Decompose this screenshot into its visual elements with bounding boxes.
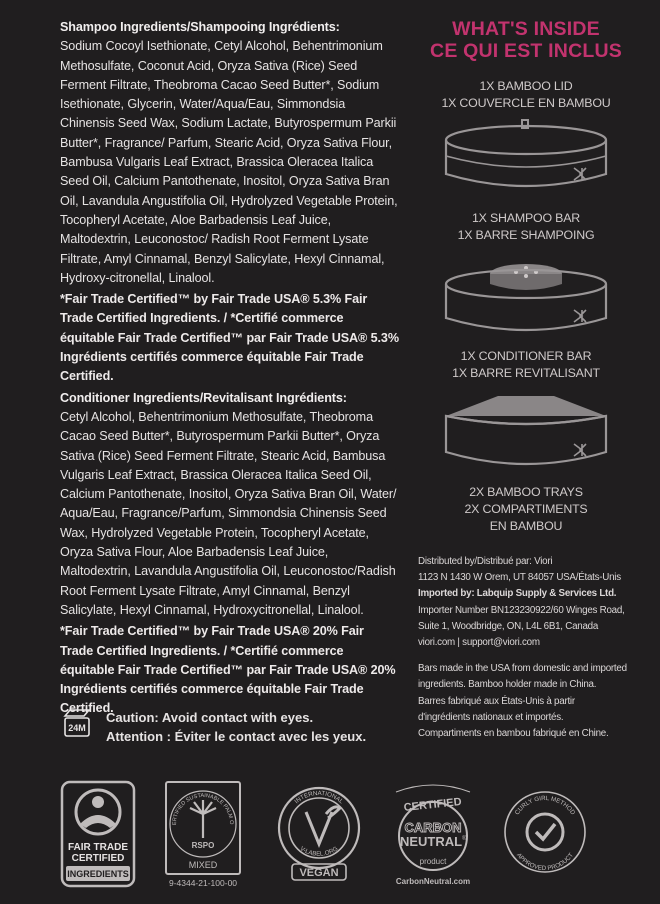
curlygirl-ring-top: CURLY GIRL METHOD (513, 794, 577, 817)
dist-line-6: viori.com | support@viori.com (418, 637, 540, 649)
item-trays-en: 2X BAMBOO TRAYS (469, 485, 583, 499)
conditioner-ingredients (60, 389, 400, 621)
svg-text:APPROVED PRODUCT (515, 852, 575, 872)
carbon-line4: product (419, 857, 447, 866)
rspo-ring-text: ERTIFIED SUSTAINABLE PALM O (171, 792, 235, 826)
fairtrade-line2: CERTIFIED (71, 853, 125, 864)
dist-line-5: Suite 1, Woodbridge, ON, L4L 6B1, Canada (418, 620, 599, 632)
shampoo-ingredients (60, 18, 400, 288)
rspo-logo (164, 780, 246, 890)
carbon-line1: CERTIFIED (403, 796, 463, 815)
shampoo-fairtrade-note: *Fair Trade Certified™ by Fair Trade USA® 5.3% Fair Trade Certified Ingredients. / *Certifié commerce équitable Fair Trade Certified™ par Fair Trade USA® 5.3% Ingrédients certifiés commerce équitable Fair Trade Certified. (60, 292, 399, 384)
dist-line-10: d'ingrédients nationaux et importés. (418, 711, 564, 723)
dist-line-2: 1123 N 1430 W Orem, UT 84057 USA/États-Unis (418, 572, 621, 584)
conditioner-bar-icon (436, 382, 616, 478)
ingredients-column (60, 18, 400, 721)
fair-trade-logo (60, 780, 136, 888)
dist-line-7: Bars made in the USA from domestic and imported (418, 663, 627, 675)
whats-inside-title-en: WHAT'S INSIDE (452, 18, 600, 40)
caution-en: Caution: Avoid contact with eyes. (106, 710, 314, 725)
item-lid-fr: 1X COUVERCLE EN BAMBOU (441, 96, 611, 110)
distribution-info (418, 554, 646, 742)
carbon-reg-mark: ® (462, 836, 467, 842)
whats-inside-title-fr: CE QUI EST INCLUS (430, 40, 622, 62)
shampoo-heading: Shampoo Ingredients/Shampooing Ingrédients: (60, 20, 340, 34)
shampoo-ingredient-list: Sodium Cocoyl Isethionate, Cetyl Alcohol, Behentrimonium Methosulfate, Coconut Acid, Oryza Sativa (Rice) Seed Ferment Filtrate, Theobroma Cacao Seed Butter*, Sodium Isethionate, Glycerin, Water/Aqua/Eau, Simmondsia Chinensis Seed Wax, Sodium Lactate, Butyrospermum Parkii Butter*, Fragrance/ Parfum, Stearic Acid, Oryza Sativa Flour, Bambusa Vulgaris Leaf Extract, Brassica Oleracea Italica Seed Oil, Calcium Pantothenate, Inositol, Oryza Sativa Bran Oil, Lavandula Angustifolia Oil, Hydrolyzed Vegetable Protein, Tocopheryl Acetate, Aloe Barbadensis Leaf Juice, Maltodextrin, Leuconostoc/ Radish Root Ferment Lysate Filtrate, Amyl Cinnamal, Benzyl Salicylate, Hexyl Cinnamal, Hydroxy-citronellal, Linalool. (60, 39, 398, 285)
bamboo-lid-icon (436, 112, 616, 202)
dist-line-1: Distributed by/Distribué par: Viori (418, 556, 553, 567)
item-shampoo-fr: 1X BARRE SHAMPOING (457, 228, 595, 242)
checkmark-icon (536, 824, 555, 839)
pao-label: 24M (68, 723, 86, 733)
fairtrade-line3: INGREDIENTS (67, 869, 129, 879)
item-conditioner-fr: 1X BARRE REVITALISANT (452, 366, 600, 380)
dist-line-4: Importer Number BN123230922/60 Winges Road, (418, 604, 625, 616)
curlygirl-ring-bottom: APPROVED PRODUCT (515, 851, 575, 873)
item-lid-en: 1X BAMBOO LID (479, 79, 573, 93)
conditioner-ingredient-list: Cetyl Alcohol, Behentrimonium Methosulfate, Theobroma Cacao Seed Butter*, Butyrospermum Parkii Butter*, Oryza Sativa (Rice) Seed Ferment Filtrate, Stearic Acid, Bambusa Vulgaris Leaf Extract, Brassica Oleracea Italica Seed Oil, Calcium Pantothenate, Inositol, Oryza Sativa Bran Oil, Water/ Aqua/Eau, Fragrance/Parfum, Simmondsia Chinensis Seed Wax, Hydrolyzed Vegetable Protein, Tocopheryl Acetate, Oryza Sativa Flour, Aloe Barbadensis Leaf Juice, Maltodextrin, Lavandula Angustifolia Oil, Leuconostoc/Radish Root Ferment Lysate Filtrate, Amyl Cinnamal, Benzyl Salicylate, Hexyl Cinnamal, Hydroxycitronellal, Linalool. (60, 409, 397, 617)
vegan-ring-bottom: V-LABEL.ORG (298, 845, 340, 858)
rspo-number: 9-4344-21-100-00 (168, 878, 238, 888)
conditioner-heading: Conditioner Ingredients/Revitalisant Ingrédients: (60, 390, 347, 405)
item-trays-fr-2: EN BAMBOU (489, 519, 563, 533)
item-trays-fr: 2X COMPARTIMENTS (464, 502, 588, 516)
dist-line-3: Imported by: Labquip Supply & Services Ltd. (418, 588, 617, 600)
rspo-mixed: MIXED (188, 860, 218, 870)
carbon-line3: NEUTRAL (399, 834, 463, 849)
curly-girl-logo (500, 784, 590, 884)
certification-logos (56, 776, 656, 896)
carbon-url: CarbonNeutral.com (395, 877, 471, 886)
item-conditioner-en: 1X CONDITIONER BAR (460, 349, 592, 363)
conditioner-fairtrade-note: *Fair Trade Certified™ by Fair Trade USA® 20% Fair Trade Certified Ingredients. / *Certifié commerce équitable Fair Trade Certified™ par Fair Trade USA® 20% Ingrédients certifiés commerce équitable Fair Trade Certified. (60, 624, 396, 716)
vegan-logo (274, 784, 364, 890)
vegan-ring-top: INTERNATIONAL (293, 789, 345, 806)
svg-text:CERTIFIED SUSTAINABLE PALM OIL (164, 780, 234, 825)
caution-fr: Attention : Éviter le contact avec les yeux. (106, 729, 367, 744)
dist-line-11: Compartiments en bambou fabriqué en Chine. (418, 728, 609, 740)
rspo-label: RSPO (191, 841, 215, 850)
item-shampoo-en: 1X SHAMPOO BAR (471, 211, 581, 225)
shampoo-bar-icon (436, 244, 616, 344)
period-after-opening-icon (60, 706, 94, 740)
carbon-line2: CARBON (404, 820, 462, 835)
dist-line-8: ingredients. Bamboo holder made in China. (418, 679, 597, 691)
dist-line-9: Barres fabriqué aux États-Unis à partir (418, 695, 575, 707)
carbon-neutral-logo (378, 780, 488, 890)
fairtrade-line1: FAIR TRADE (68, 842, 128, 853)
vegan-label: VEGAN (299, 867, 339, 879)
whats-inside-panel (410, 18, 642, 535)
